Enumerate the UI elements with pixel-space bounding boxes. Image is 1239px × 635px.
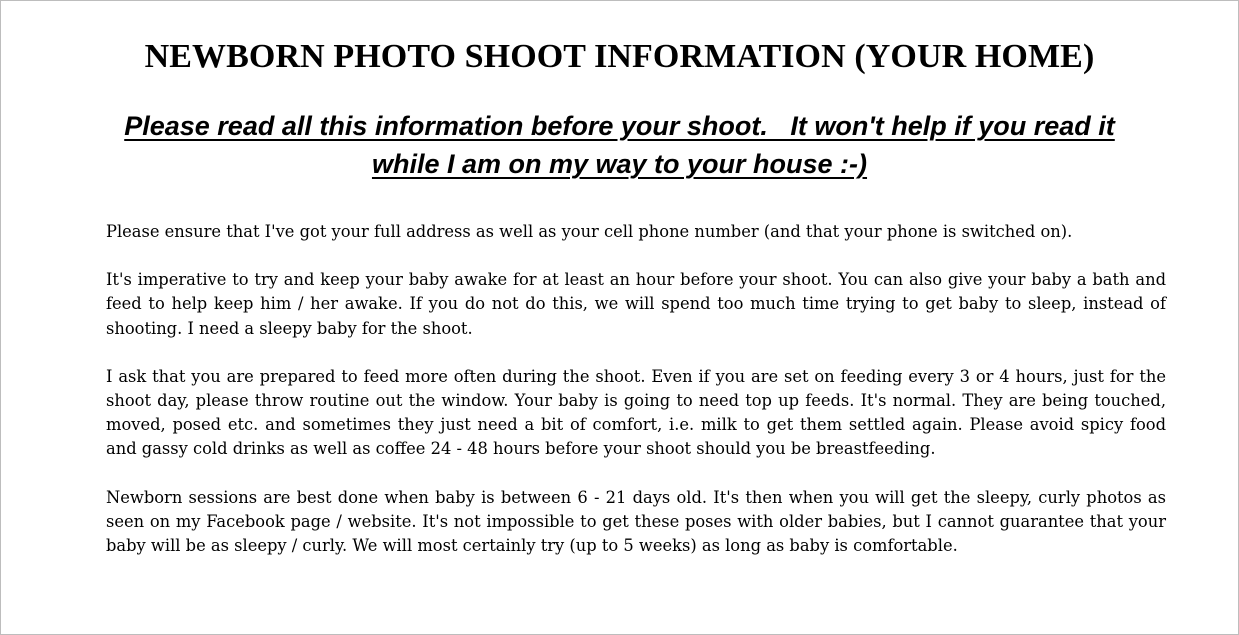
paragraph-session-age: Newborn sessions are best done when baby is between 6 - 21 days old. It's then when you will get the sleepy, curly photos as seen on my Facebook page / website. It's not impossible to get these poses with older babies, but I cannot guarantee that your baby will be as sleepy / curly. We will most certainly try (up to 5 weeks) as long as baby is comfortable. <box>106 487 1166 556</box>
document-body <box>106 220 1166 582</box>
subtitle-line-1-text: Please read all this information before your shoot. It won't help if you read it <box>124 111 1115 141</box>
subtitle-line-1 <box>1 107 1238 145</box>
paragraph-keep-baby-awake: It's imperative to try and keep your baby awake for at least an hour before your shoot. You can also give your baby a bath and feed to help keep him / her awake. If you do not do this, we will spend too much time trying to get baby to sleep, instead of shooting. I need a sleepy baby for the shoot. <box>106 270 1166 338</box>
document-title: NEWBORN PHOTO SHOOT INFORMATION (YOUR HOME) <box>144 38 1095 75</box>
paragraph-feeding: I ask that you are prepared to feed more often during the shoot. Even if you are set on feeding every 3 or 4 hours, just for the shoot day, please throw routine out the window. Your baby is going to need top up feeds. It's normal. They are being touched, moved, posed etc. and sometimes they just need a bit of comfort, i.e. milk to get them settled again. Please avoid spicy food and gassy cold drinks as well as coffee 24 - 48 hours before your shoot should you be breastfeeding. <box>106 366 1166 459</box>
paragraph-contact-info: Please ensure that I've got your full address as well as your cell phone number (and that your phone is switched on). <box>106 222 1073 241</box>
document-subtitle <box>1 107 1238 183</box>
subtitle-line-2-text: while I am on my way to your house :-) <box>371 149 868 179</box>
subtitle-line-2 <box>1 145 1238 183</box>
